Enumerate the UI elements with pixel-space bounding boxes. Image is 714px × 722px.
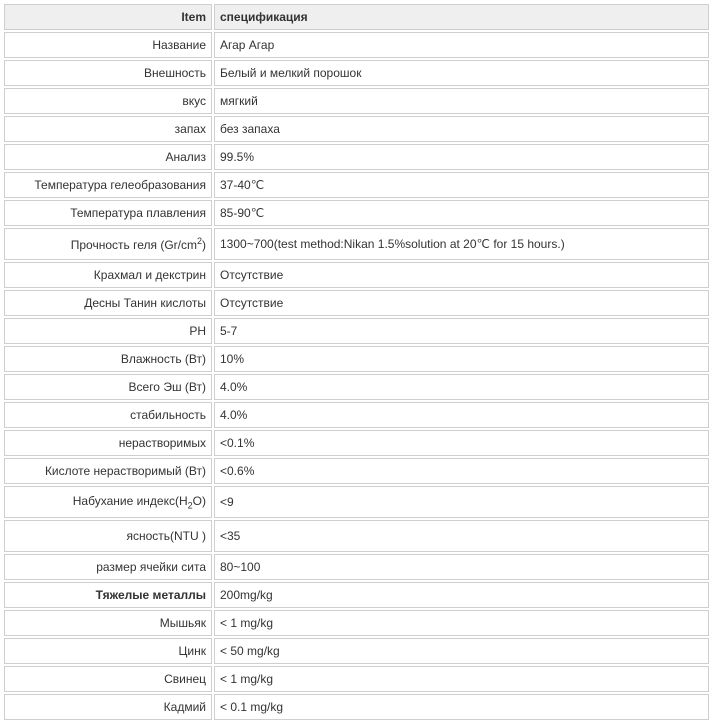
- row-label: Температура плавления: [4, 200, 212, 226]
- row-value: 99.5%: [214, 144, 709, 170]
- row-label: Внешность: [4, 60, 212, 86]
- row-value: мягкий: [214, 88, 709, 114]
- row-label: Свинец: [4, 666, 212, 692]
- table-row: [4, 582, 709, 608]
- table-row: [4, 554, 709, 580]
- table-row: [4, 144, 709, 170]
- table-row: [4, 666, 709, 692]
- table-row: [4, 374, 709, 400]
- row-value: < 1 mg/kg: [214, 610, 709, 636]
- row-label: нерастворимых: [4, 430, 212, 456]
- row-value: Отсутствие: [214, 290, 709, 316]
- row-value: 1300~700(test method:Nikan 1.5%solution at 20℃ for 15 hours.): [214, 228, 709, 260]
- row-value: 5-7: [214, 318, 709, 344]
- row-label: PH: [4, 318, 212, 344]
- table-row: [4, 638, 709, 664]
- row-label-suffix: O): [192, 493, 206, 508]
- row-label: Тяжелые металлы: [4, 582, 212, 608]
- header-spec: спецификация: [214, 4, 709, 30]
- table-row: [4, 346, 709, 372]
- row-label: Анализ: [4, 144, 212, 170]
- row-value: < 0.1 mg/kg: [214, 694, 709, 720]
- row-label-superscript: 2: [196, 236, 202, 246]
- row-label: вкус: [4, 88, 212, 114]
- row-label: Крахмал и декстрин: [4, 262, 212, 288]
- row-value: 200mg/kg: [214, 582, 709, 608]
- row-label: Кадмий: [4, 694, 212, 720]
- spec-table: [2, 2, 711, 722]
- table-row: [4, 458, 709, 484]
- row-label: Мышьяк: [4, 610, 212, 636]
- row-label-subscript: 2: [187, 500, 193, 511]
- row-label: Температура гелеобразования: [4, 172, 212, 198]
- table-row: [4, 32, 709, 58]
- table-row: [4, 610, 709, 636]
- table-header-row: [4, 4, 709, 30]
- table-row: [4, 88, 709, 114]
- row-label: Десны Танин кислоты: [4, 290, 212, 316]
- table-row: [4, 116, 709, 142]
- table-row: [4, 430, 709, 456]
- table-row: [4, 520, 709, 552]
- row-label: запах: [4, 116, 212, 142]
- row-value: < 1 mg/kg: [214, 666, 709, 692]
- row-value: 10%: [214, 346, 709, 372]
- table-row: [4, 60, 709, 86]
- row-value: 4.0%: [214, 374, 709, 400]
- table-row: [4, 172, 709, 198]
- header-item: Item: [4, 4, 212, 30]
- row-label: [4, 228, 212, 260]
- table-row: [4, 486, 709, 518]
- row-value: Агар Агар: [214, 32, 709, 58]
- table-row: [4, 290, 709, 316]
- row-value: 85-90℃: [214, 200, 709, 226]
- row-label: Название: [4, 32, 212, 58]
- row-label: ясность(NTU ): [4, 520, 212, 552]
- row-value: <35: [214, 520, 709, 552]
- table-row: [4, 402, 709, 428]
- row-value: 4.0%: [214, 402, 709, 428]
- table-row: [4, 694, 709, 720]
- row-value: 80~100: [214, 554, 709, 580]
- table-row: [4, 318, 709, 344]
- table-row: [4, 228, 709, 260]
- row-label-text: Набухание индекс(H: [72, 493, 188, 508]
- row-label: Влажность (Вт): [4, 346, 212, 372]
- row-value: <0.1%: [214, 430, 709, 456]
- row-label: Цинк: [4, 638, 212, 664]
- row-label-text: Прочность геля (Gr/cm: [70, 238, 197, 252]
- row-value: <9: [214, 486, 709, 518]
- row-label: Всего Эш (Вт): [4, 374, 212, 400]
- row-value: < 50 mg/kg: [214, 638, 709, 664]
- row-label: Кислоте нерастворимый (Вт): [4, 458, 212, 484]
- row-label: [4, 486, 212, 518]
- table-row: [4, 200, 709, 226]
- row-value: Отсутствие: [214, 262, 709, 288]
- row-label: размер ячейки сита: [4, 554, 212, 580]
- row-value: Белый и мелкий порошок: [214, 60, 709, 86]
- table-row: [4, 262, 709, 288]
- row-value: <0.6%: [214, 458, 709, 484]
- row-value: без запаха: [214, 116, 709, 142]
- row-label-suffix: ): [202, 238, 206, 252]
- row-value: 37-40℃: [214, 172, 709, 198]
- row-label: стабильность: [4, 402, 212, 428]
